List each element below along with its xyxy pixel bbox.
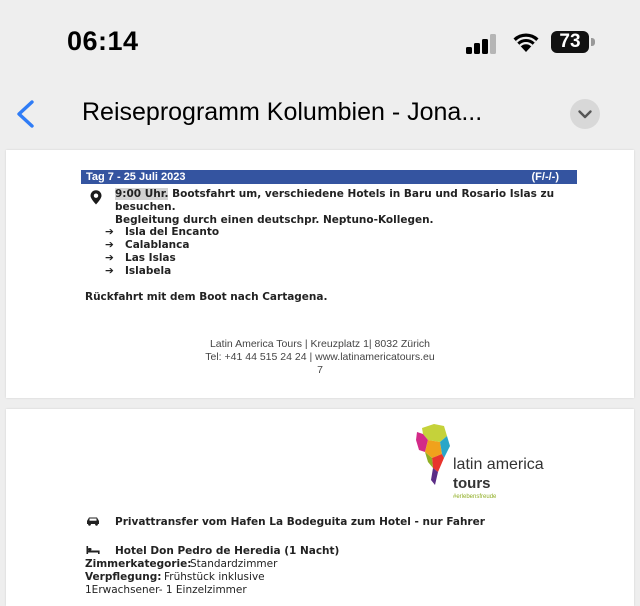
wifi-icon xyxy=(512,30,540,54)
battery-icon xyxy=(551,31,589,53)
navigation-bar xyxy=(0,86,640,150)
transfer-description: Privattransfer vom Hafen La Bodeguita zum Hotel - nur Fahrer xyxy=(115,516,485,528)
hotel-name: Hotel Don Pedro de Heredia (1 Nacht) xyxy=(115,545,340,557)
list-item xyxy=(105,226,219,239)
back-chevron-icon[interactable] xyxy=(10,94,46,134)
footer-contact: Tel: +41 44 515 24 24 | www.latinamericatours.eu xyxy=(205,351,435,363)
room-category-value: Standardzimmer xyxy=(190,558,278,570)
clock: 06:14 xyxy=(67,26,139,56)
meal-plan-value: Frühstück inklusive xyxy=(164,571,265,583)
arrow-right-icon: ➔ xyxy=(105,226,114,238)
battery-tip xyxy=(591,38,595,46)
destination-label: Isla del Encanto xyxy=(125,226,220,238)
activity-text: Bootsfahrt um, verschiedene Hotels in Baru und Rosario Islas zu besuchen. xyxy=(115,188,555,213)
logo-tagline: #erlebensfreude xyxy=(453,494,497,500)
pdf-page-8 xyxy=(6,409,634,606)
destination-label: Calablanca xyxy=(125,239,190,251)
return-trip: Rückfahrt mit dem Boot nach Cartagena. xyxy=(85,291,328,303)
battery-level: 73 xyxy=(559,31,581,52)
arrow-right-icon: ➔ xyxy=(105,252,114,264)
room-category-label: Zimmerkategorie: xyxy=(85,558,192,570)
more-chevron-down-icon xyxy=(570,99,600,129)
destination-label: Islabela xyxy=(125,265,172,277)
page-number: 7 xyxy=(317,364,323,376)
pdf-page-7 xyxy=(6,150,634,398)
list-item xyxy=(105,252,176,265)
location-pin-icon xyxy=(90,190,102,205)
list-item xyxy=(105,265,171,278)
cellular-signal-icon xyxy=(466,34,500,54)
day-title: Tag 7 - 25 Juli 2023 xyxy=(86,171,186,183)
list-item xyxy=(105,239,189,252)
destination-label: Las Islas xyxy=(125,252,176,264)
logo-text-line2: tours xyxy=(453,475,491,492)
day-header xyxy=(81,170,577,184)
more-button[interactable] xyxy=(570,99,600,129)
activity-time: 9:00 Uhr. xyxy=(115,188,169,200)
car-icon xyxy=(86,516,100,526)
document-title: Reiseprogramm Kolumbien - Jona... xyxy=(82,98,483,126)
status-bar xyxy=(0,0,640,86)
arrow-right-icon: ➔ xyxy=(105,239,114,251)
footer-address: Latin America Tours | Kreuzplatz 1| 8032 Zürich xyxy=(209,338,431,350)
logo-text-line1: latin america xyxy=(453,456,544,473)
activity-description xyxy=(115,188,585,227)
meal-plan-label: Verpflegung: xyxy=(85,571,162,583)
activity-text-2: Begleitung durch einen deutschpr. Neptuno-Kollegen. xyxy=(115,214,434,226)
logo-icon xyxy=(414,422,454,490)
bed-icon xyxy=(86,545,100,555)
arrow-right-icon: ➔ xyxy=(105,265,114,277)
meal-code: (F/-/-) xyxy=(531,171,559,183)
guests-info: 1Erwachsener- 1 Einzelzimmer xyxy=(85,584,247,596)
